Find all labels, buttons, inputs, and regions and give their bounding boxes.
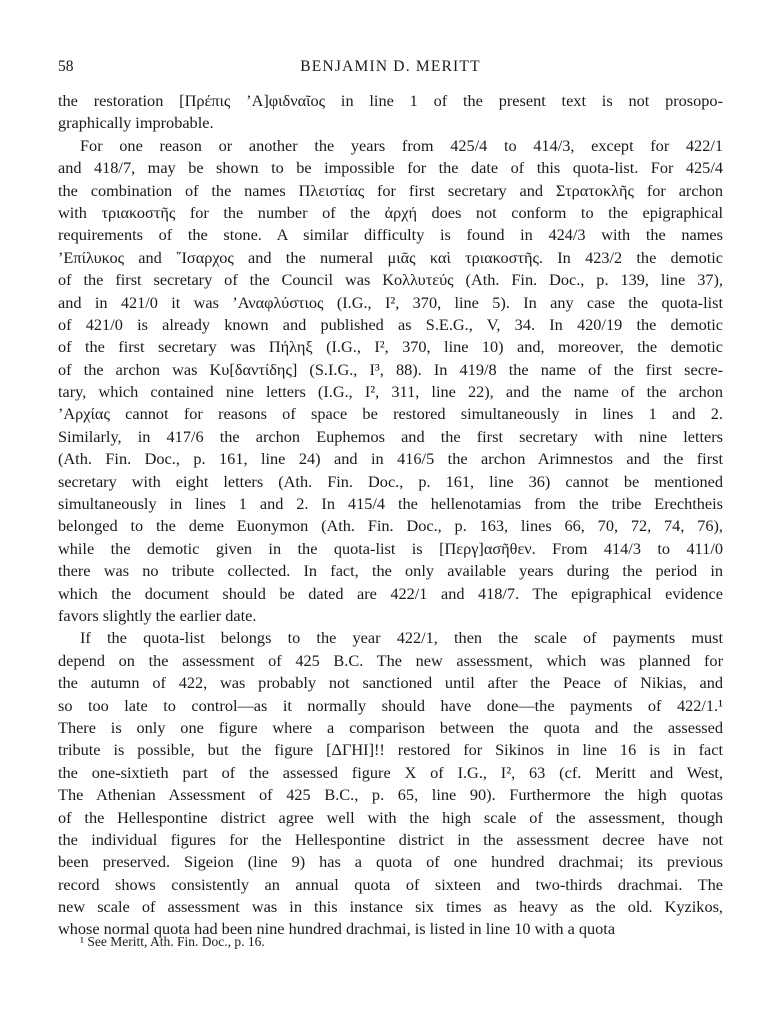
- text-line: and 418/7, may be shown to be impossible for the date of this quota-list. For 425/4: [58, 158, 723, 178]
- text-line: of the Hellespontine district agree well with the high scale of the assessment, though: [58, 807, 723, 827]
- text-line: while the demotic given in the quota-list is [Περγ]ασῆθεν. From 414/3 to 411/0: [58, 538, 723, 558]
- text-line: of the first secretary of the Council was Κολλυτεύς (Ath. Fin. Doc., p. 139, line 37),: [58, 270, 723, 290]
- text-line: which the document should be dated are 422/1 and 418/7. The epigraphical evidence: [58, 583, 723, 603]
- text-line: (Ath. Fin. Doc., p. 161, line 24) and in 416/5 the archon Arimnestos and the first: [58, 449, 723, 469]
- footnote: ¹ See Meritt, Ath. Fin. Doc., p. 16.: [80, 934, 265, 949]
- paragraph: [58, 135, 723, 628]
- page-number: 58: [58, 58, 74, 75]
- text-line: of the first secretary was Πήληξ (I.G., I², 370, line 10) and, moreover, the demotic: [58, 337, 723, 357]
- text-line: the individual figures for the Hellespontine district in the assessment decree have not: [58, 829, 723, 849]
- text-line: the one-sixtieth part of the assessed figure X of I.G., I², 63 (cf. Meritt and West,: [58, 762, 723, 782]
- text-line: of 421/0 is already known and published as S.E.G., V, 34. In 420/19 the demotic: [58, 314, 723, 334]
- page: [58, 0, 723, 1024]
- text-line: tary, which contained nine letters (I.G., I², 311, line 22), and the name of the archon: [58, 382, 723, 402]
- text-line: ’Αρχίας cannot for reasons of space be restored simultaneously in lines 1 and 2.: [58, 404, 723, 424]
- text-line: belonged to the deme Euonymon (Ath. Fin. Doc., p. 163, lines 66, 70, 72, 74, 76),: [58, 516, 723, 536]
- text-line: tribute is possible, but the figure [ΔΓΗΙ]!! restored for Sikinos in line 16 is in fact: [58, 740, 723, 760]
- text-line: For one reason or another the years from 425/4 to 414/3, except for 422/1: [80, 135, 723, 155]
- text-line: of the archon was Κυ[δαντίδης] (S.I.G., I³, 88). In 419/8 the name of the first secre-: [58, 359, 723, 379]
- paragraph: [58, 627, 723, 940]
- text-line: there was no tribute collected. In fact, the only available years during the period in: [58, 561, 723, 581]
- text-line: the autumn of 422, was probably not sanctioned until after the Peace of Nikias, and: [58, 673, 723, 693]
- text-line: requirements of the stone. A similar difficulty is found in 424/3 with the names: [58, 225, 723, 245]
- text-line: depend on the assessment of 425 B.C. The new assessment, which was planned for: [58, 650, 723, 670]
- running-head: BENJAMIN D. MERITT: [300, 58, 481, 75]
- text-line: record shows consistently an annual quota of sixteen and two-thirds drachmai. The: [58, 874, 723, 894]
- paragraph: [58, 90, 723, 135]
- text-line: favors slightly the earlier date.: [58, 605, 257, 625]
- body-text: [58, 90, 723, 941]
- text-line: ’Επίλυκος and ῎Ισαρχος and the numeral μιᾶς καὶ τριακοστῆς. In 423/2 the demotic: [58, 247, 723, 267]
- text-line: If the quota-list belongs to the year 422/1, then the scale of payments must: [80, 628, 723, 648]
- text-line: simultaneously in lines 1 and 2. In 415/4 the hellenotamias from the tribe Erechtheis: [58, 494, 723, 514]
- text-line: the combination of the names Πλειστίας for first secretary and Στρατοκλῆς for archon: [58, 180, 723, 200]
- text-line: whose normal quota had been nine hundred drachmai, is listed in line 10 with a quota: [58, 919, 616, 939]
- page-header: [58, 58, 723, 80]
- text-line: Similarly, in 417/6 the archon Euphemos and the first secretary with nine letters: [58, 426, 723, 446]
- text-line: secretary with eight letters (Ath. Fin. Doc., p. 161, line 36) cannot be mentioned: [58, 471, 723, 491]
- text-line: The Athenian Assessment of 425 B.C., p. 65, line 90). Furthermore the high quotas: [58, 785, 723, 805]
- text-line: with τριακοστῆς for the number of the ἀρχή does not conform to the epigraphical: [58, 202, 723, 222]
- text-line: so too late to control—as it normally should have done—the payments of 422/1.¹: [58, 695, 723, 715]
- text-line: new scale of assessment was in this instance six times as heavy as the old. Kyzikos,: [58, 897, 723, 917]
- text-line: graphically improbable.: [58, 113, 214, 133]
- text-line: and in 421/0 it was ’Αναφλύστιος (I.G., I², 370, line 5). In any case the quota-list: [58, 292, 723, 312]
- text-line: There is only one figure where a comparison between the quota and the assessed: [58, 717, 723, 737]
- text-line: been preserved. Sigeion (line 9) has a quota of one hundred drachmai; its previous: [58, 852, 723, 872]
- text-line: the restoration [Πρέπις ’Α]φιδναῖος in line 1 of the present text is not prosopo-: [58, 91, 723, 110]
